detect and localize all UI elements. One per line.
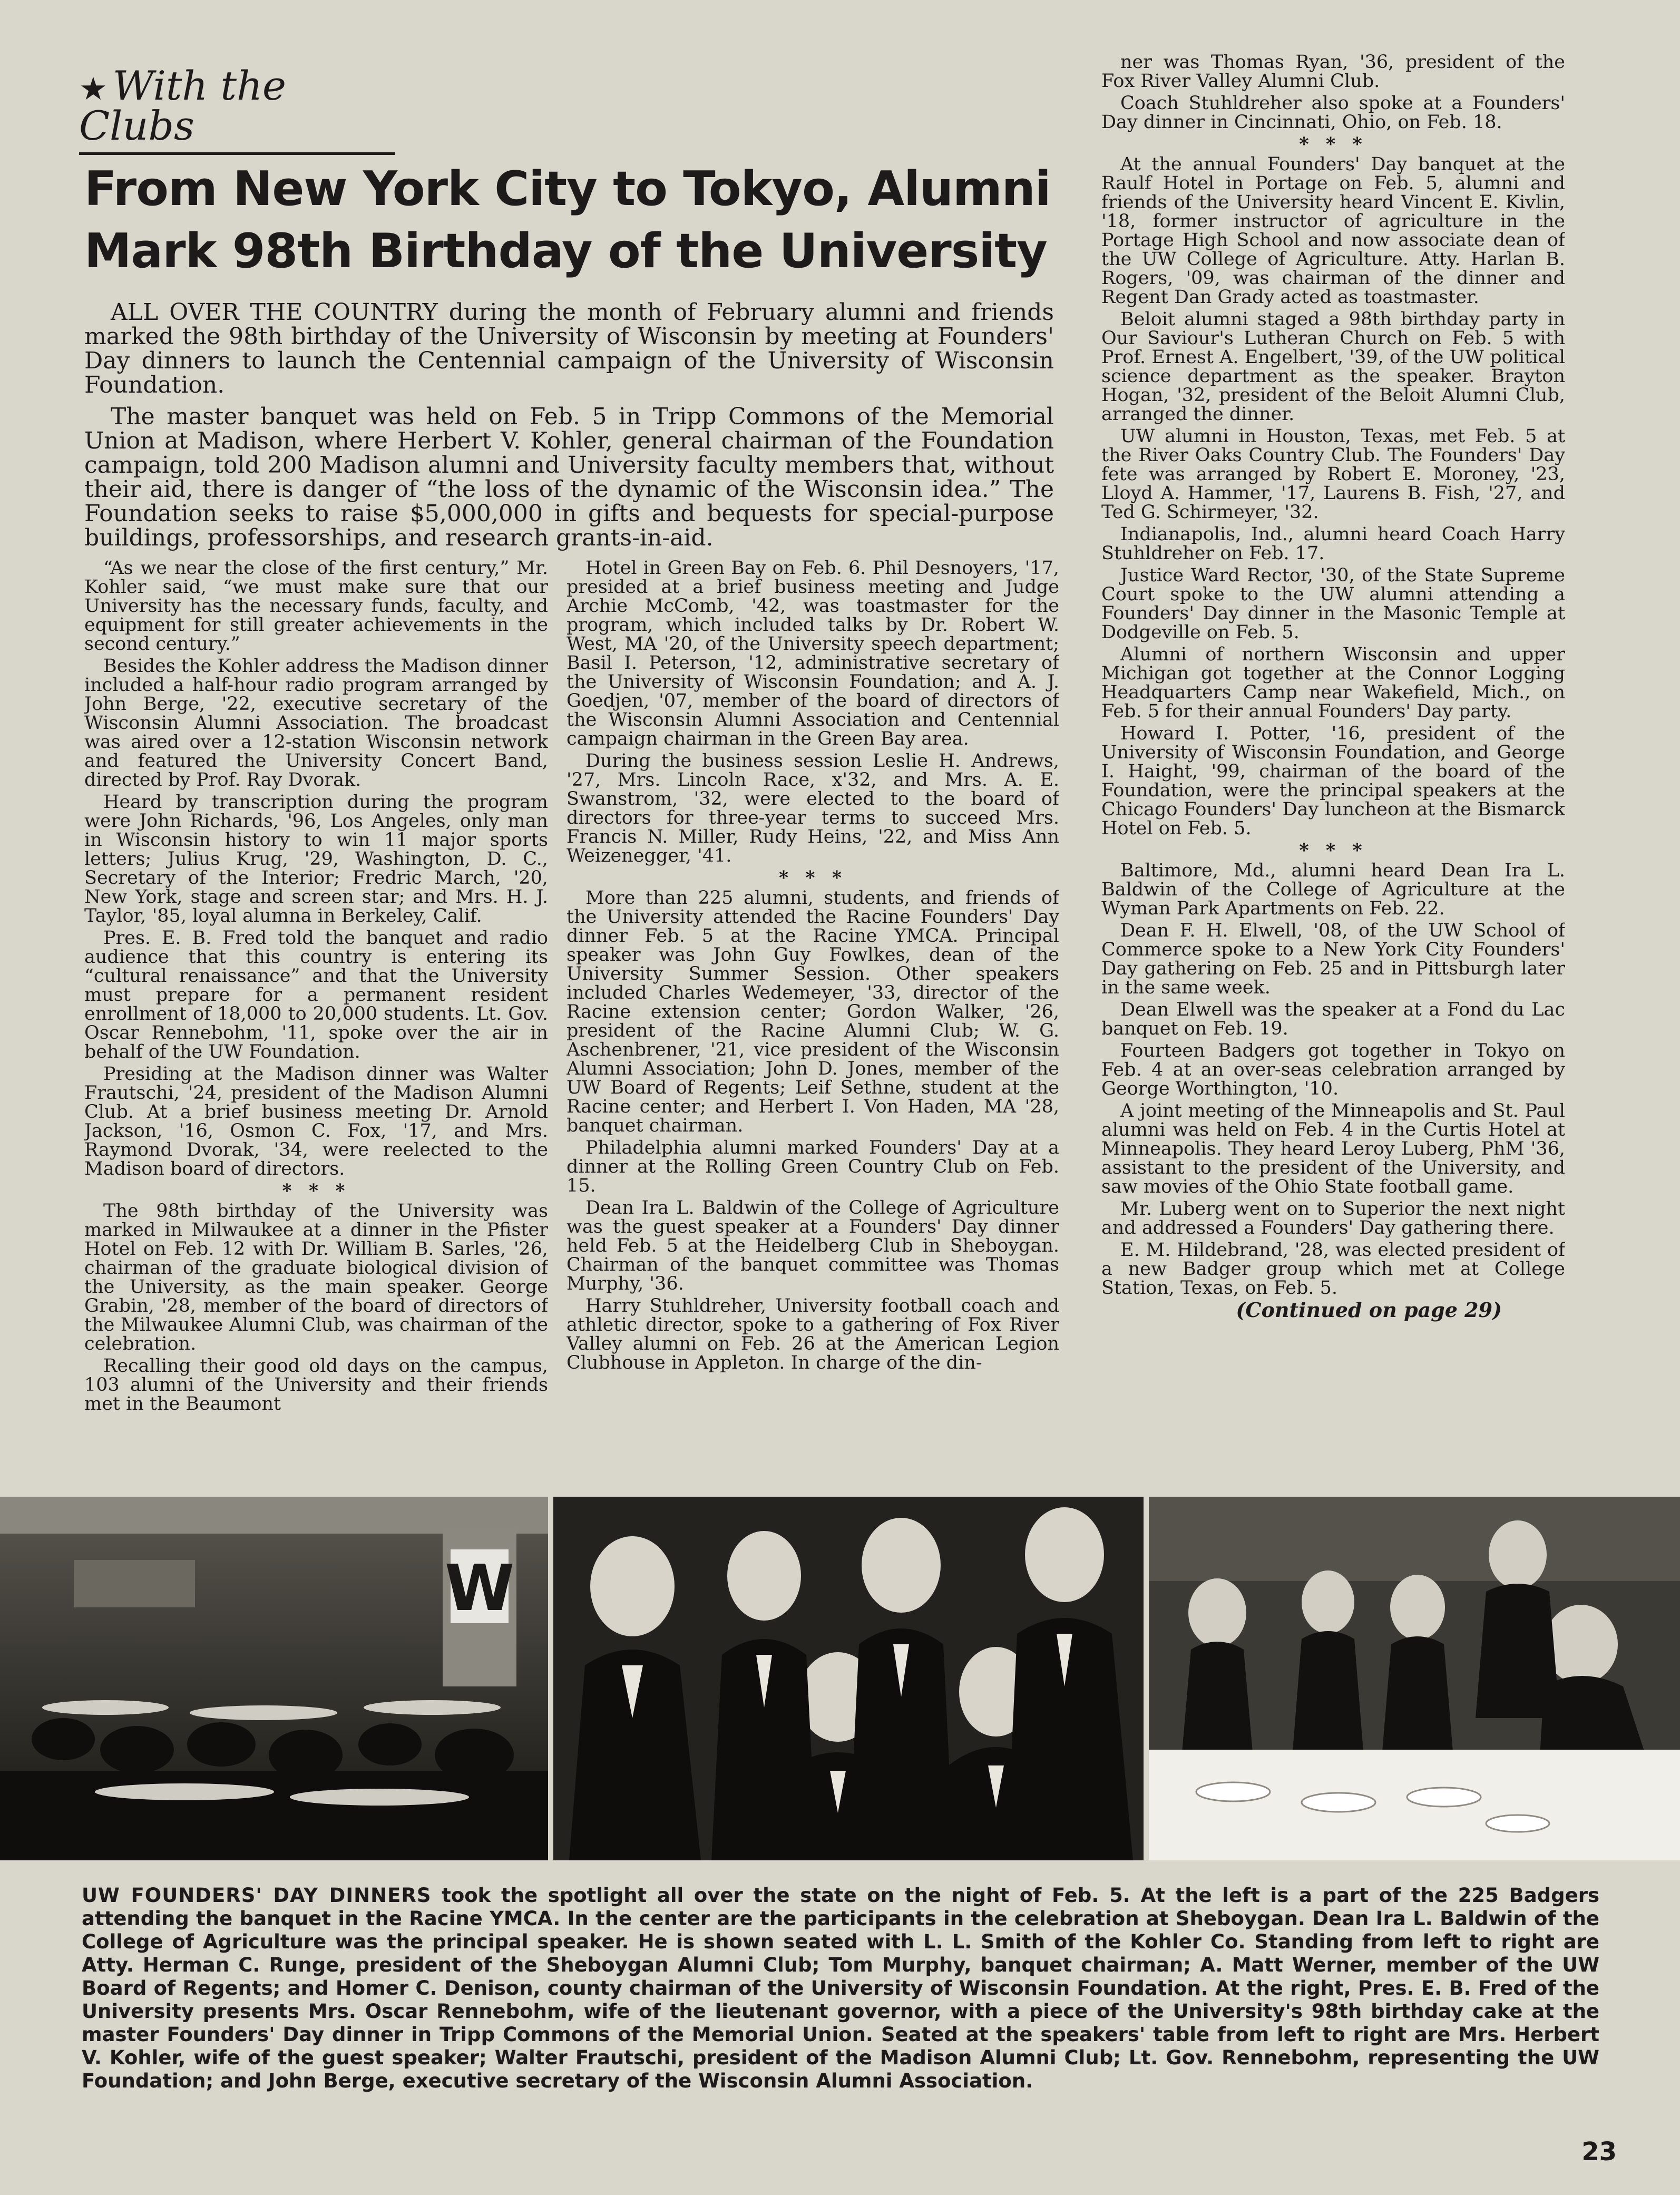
speakers-table-image	[1149, 1497, 1680, 1860]
paragraph: Justice Ward Rector, '30, of the State Supreme Court spoke to the UW alumni attending a Founders' Day dinner in the Masonic Temple at Dodgeville on Feb. 5.	[1101, 565, 1565, 643]
paragraph: Beloit alumni staged a 98th birthday party in Our Saviour's Lutheran Church on Feb. 5 with Prof. Ernest A. Engelbert, '39, of the UW political science department as the speaker. Brayton Hogan, '32, president of the Beloit Alumni Club, arranged the dinner.	[1101, 309, 1565, 425]
paragraph: Fourteen Badgers got together in Tokyo on Feb. 4 at an over-seas celebration arranged by George Worthington, '10.	[1101, 1040, 1565, 1099]
paragraph: During the business session Leslie H. Andrews, '27, Mrs. Lincoln Race, x'32, and Mrs. A. E. Swanstrom, '32, were elected to the board of directors for three-year terms to succeed Mrs. Francis N. Miller, Rudy Heins, '22, and Miss Ann Weizenegger, '41.	[566, 750, 1059, 866]
article-column-2	[566, 559, 1059, 1486]
banquet-hall-image	[0, 1497, 548, 1860]
article-headline: From New York City to Tokyo, Alumni Mark 98th Birthday of the University	[84, 161, 1051, 279]
article-column-1	[84, 559, 548, 1486]
banner-letter: W	[444, 1552, 515, 1625]
star-icon: ★	[79, 71, 108, 108]
group-portrait-image	[553, 1497, 1144, 1860]
section-separator: * * *	[1299, 133, 1368, 155]
photo-racine-banquet	[0, 1497, 548, 1860]
photo-caption	[82, 1884, 1599, 2093]
paragraph: Harry Stuhldreher, University football coach and athletic director, spoke to a gathering of Fox River Valley alumni on Feb. 26 at the American Legion Clubhouse in Appleton. In charge of the din-	[566, 1295, 1059, 1373]
paragraph: Presiding at the Madison dinner was Walter Frautschi, '24, president of the Madison Alumni Club. At a brief business meeting Dr. Arnold Jackson, '16, Osmon C. Fox, '17, and Mrs. Raymond Dvorak, '34, were reelected to the Madison board of directors.	[84, 1064, 548, 1179]
article-lead	[84, 300, 1054, 558]
section-separator: * * *	[1299, 840, 1368, 861]
paragraph: Coach Stuhldreher also spoke at a Founders' Day dinner in Cincinnati, Ohio, on Feb. 18.	[1101, 93, 1565, 133]
lead-paragraph: ALL OVER THE COUNTRY during the month of February alumni and friends marked the 98th birthday of the University of Wisconsin by meeting at Founders' Day dinners to launch the Centennial campaign of the University of Wisconsin Foundation.	[84, 299, 1054, 398]
paragraph: Indianapolis, Ind., alumni heard Coach Harry Stuhldreher on Feb. 17.	[1101, 524, 1565, 564]
paragraph: Mr. Luberg went on to Superior the next night and addressed a Founders' Day gathering there.	[1101, 1198, 1565, 1238]
paragraph: UW alumni in Houston, Texas, met Feb. 5 at the River Oaks Country Club. The Founders' Day fete was arranged by Robert E. Moroney, '23, Lloyd A. Hammer, '17, Laurens B. Fish, '27, and Ted G. Schirmeyer, '32.	[1101, 426, 1565, 523]
photo-madison-speakers-table	[1149, 1497, 1680, 1860]
lead-paragraph: The master banquet was held on Feb. 5 in Tripp Commons of the Memorial Union at Madison, where Herbert V. Kohler, general chairman of the Foundation campaign, told 200 Madison alumni and University faculty members that, without their aid, there is danger of “the loss of the dynamic of the Wisconsin idea.” The Foundation seeks to raise $5,000,000 in gifts and bequests for special-purpose buildings, professorships, and research grants-in-aid.	[84, 403, 1054, 551]
section-title	[79, 62, 395, 155]
paragraph: The 98th birthday of the University was marked in Milwaukee at a dinner in the Pfister Hotel on Feb. 12 with Dr. William B. Sarles, '26, chairman of the graduate biological division of the University, as the main speaker. George Grabin, '28, member of the board of directors of the Milwaukee Alumni Club, was chairman of the celebration.	[84, 1201, 548, 1354]
paragraph: Howard I. Potter, '16, president of the University of Wisconsin Foundation, and George I. Haight, '99, chairman of the board of the Foundation, were the principal speakers at the Chicago Founders' Day luncheon at the Bismarck Hotel on Feb. 5.	[1101, 723, 1565, 839]
paragraph: More than 225 alumni, students, and friends of the University attended the Racine Founders' Day dinner Feb. 5 at the Racine YMCA. Principal speaker was John Guy Fowlkes, dean of the University Summer Session. Other speakers included Charles Wedemeyer, '33, director of the Racine extension center; Gordon Walker, '26, president of the Racine Alumni Club; W. G. Aschenbrener, '21, vice president of the Wisconsin Alumni Association; John D. Jones, member of the UW Board of Regents; Leif Sethne, student at the Racine center; and Herbert I. Von Haden, MA '28, banquet chairman.	[566, 887, 1059, 1136]
continued-note: (Continued on page 29)	[1236, 1298, 1502, 1322]
paragraph: E. M. Hildebrand, '28, was elected president of a new Badger group which met at College Station, Texas, on Feb. 5.	[1101, 1240, 1565, 1299]
paragraph: Heard by transcription during the program were John Richards, '96, Los Angeles, only man in Wisconsin history to win 11 major sports letters; Julius Krug, '29, Washington, D. C., Secretary of the Interior; Fredric March, '20, New York, stage and screen star; and Mrs. H. J. Taylor, '85, loyal alumna in Berkeley, Calif.	[84, 792, 548, 926]
paragraph: At the annual Founders' Day banquet at the Raulf Hotel in Portage on Feb. 5, alumni and friends of the University heard Vincent E. Kivlin, '18, former instructor of agriculture in the Portage High School and now associate dean of the UW College of Agriculture. Atty. Harlan B. Rogers, '09, was chairman of the dinner and Regent Dan Grady acted as toastmaster.	[1101, 154, 1565, 308]
paragraph: Baltimore, Md., alumni heard Dean Ira L. Baldwin of the College of Agriculture at the Wyman Park Apartments on Feb. 22.	[1101, 860, 1565, 919]
section-title-text: With the Clubs	[79, 62, 286, 149]
article-column-3	[1101, 53, 1565, 1486]
paragraph: Pres. E. B. Fred told the banquet and radio audience that this country is entering its “cultural renaissance” and that the University must prepare for a permanent resident enrollment of 18,000 to 20,000 students. Lt. Gov. Oscar Rennebohm, '11, spoke over the air in behalf of the UW Foundation.	[84, 928, 548, 1062]
section-separator: * * *	[778, 867, 847, 889]
paragraph: Hotel in Green Bay on Feb. 6. Phil Desnoyers, '17, presided at a brief business meeting and Judge Archie McComb, '42, was toastmaster for the program, which included talks by Dr. Robert W. West, MA '20, of the University speech department; Basil I. Peterson, '12, administrative secretary of the University of Wisconsin Foundation; and A. J. Goedjen, '07, member of the board of directors of the Wisconsin Alumni Association and Centennial campaign chairman in the Green Bay area.	[566, 559, 1059, 749]
photo-sheboygan-group	[553, 1497, 1144, 1860]
paragraph: Dean Ira L. Baldwin of the College of Agriculture was the guest speaker at a Founders' Day dinner held Feb. 5 at the Heidelberg Club in Sheboygan. Chairman of the banquet committee was Thomas Murphy, '36.	[566, 1197, 1059, 1294]
paragraph: “As we near the close of the first century,” Mr. Kohler said, “we must make sure that our University has the necessary funds, faculty, and equipment for still greater achievements in the second century.”	[84, 559, 548, 655]
caption-text: took the spotlight all over the state on the night of Feb. 5. At the left is a part of the 225 Badgers attending the banquet in the Racine YMCA. In the center are the participants in the celebration at Sheboygan. Dean Ira L. Baldwin of the College of Agriculture was the principal speaker. He is shown seated with L. L. Smith of the Kohler Co. Standing from left to right are Atty. Herman C. Runge, president of the Sheboygan Alumni Club; Tom Murphy, banquet chairman; A. Matt Werner, member of the UW Board of Regents; and Homer C. Denison, county chairman of the University of Wisconsin Foundation. At the right, Pres. E. B. Fred of the University presents Mrs. Oscar Rennebohm, wife of the lieutenant governor, with a piece of the University's 98th birthday cake at the master Founders' Day dinner in Tripp Commons of the Memorial Union. Seated at the speakers' table from left to right are Mrs. Herbert V. Kohler, wife of the guest speaker; Walter Frautschi, president of the Madison Alumni Club; Lt. Gov. Rennebohm, representing the UW Foundation; and John Berge, executive secretary of the Wisconsin Alumni Association.	[82, 1884, 1599, 2092]
caption-lead-in: UW FOUNDERS' DAY DINNERS	[82, 1884, 432, 1907]
paragraph: Philadelphia alumni marked Founders' Day at a dinner at the Rolling Green Country Club on Feb. 15.	[566, 1137, 1059, 1196]
page-number: 23	[1581, 2137, 1617, 2167]
section-separator: * * *	[282, 1180, 350, 1202]
paragraph: A joint meeting of the Minneapolis and St. Paul alumni was held on Feb. 4 in the Curtis Hotel at Minneapolis. They heard Leroy Luberg, PhM '36, assistant to the president of the University, and saw movies of the Ohio State football game.	[1101, 1100, 1565, 1197]
paragraph: Alumni of northern Wisconsin and upper Michigan got together at the Connor Logging Headquarters Camp near Wakefield, Mich., on Feb. 5 for their annual Founders' Day party.	[1101, 644, 1565, 722]
paragraph: Dean Elwell was the speaker at a Fond du Lac banquet on Feb. 19.	[1101, 999, 1565, 1039]
paragraph: Recalling their good old days on the campus, 103 alumni of the University and their friends met in the Beaumont	[84, 1355, 548, 1414]
paragraph: Dean F. H. Elwell, '08, of the UW School of Commerce spoke to a New York City Founders' Day gathering on Feb. 25 and in Pittsburgh later in the same week.	[1101, 920, 1565, 998]
paragraph: Besides the Kohler address the Madison dinner included a half-hour radio program arranged by John Berge, '22, executive secretary of the Wisconsin Alumni Association. The broadcast was aired over a 12-station Wisconsin network and featured the University Concert Band, directed by Prof. Ray Dvorak.	[84, 656, 548, 791]
paragraph: ner was Thomas Ryan, '36, president of the Fox River Valley Alumni Club.	[1101, 53, 1565, 92]
